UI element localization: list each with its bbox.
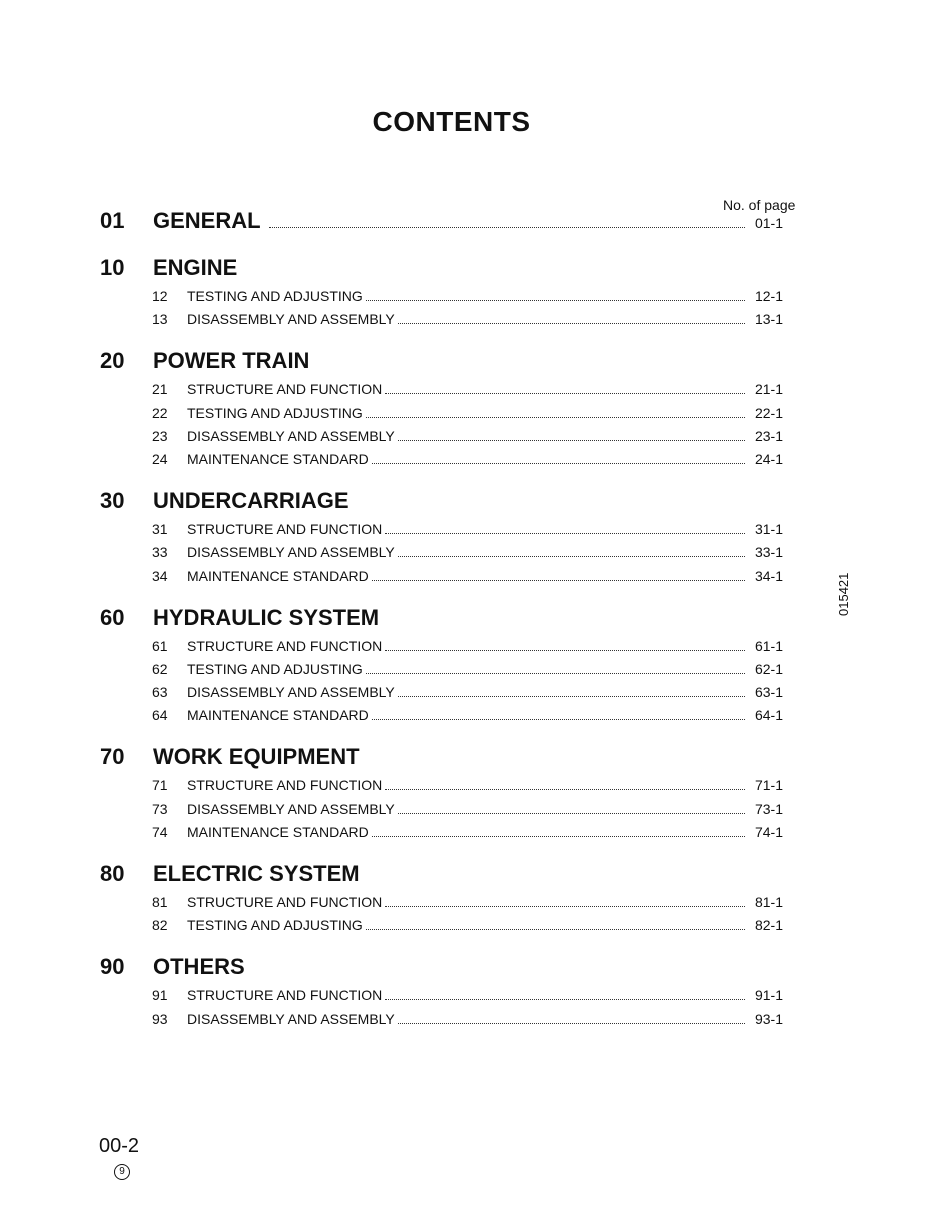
toc-entry[interactable] [100, 638, 783, 661]
toc-entry[interactable] [100, 777, 783, 800]
page-ref: 01-1 [754, 215, 783, 231]
entry-title: STRUCTURE AND FUNCTION [187, 894, 383, 910]
entry-title: MAINTENANCE STANDARD [187, 450, 369, 467]
entry-title: TESTING AND ADJUSTING [187, 660, 363, 677]
entry-title: STRUCTURE AND FUNCTION [187, 637, 383, 654]
entry-number: 82 [152, 917, 168, 934]
toc-entry[interactable] [100, 568, 783, 591]
page-ref: 13-1 [754, 311, 783, 328]
section-heading[interactable] [100, 744, 783, 777]
dot-leader [398, 802, 745, 814]
entry-number: 73 [152, 800, 168, 817]
toc-entry[interactable] [100, 801, 783, 824]
entry-number: 33 [152, 544, 168, 561]
revision-mark: 9 [114, 1164, 130, 1180]
dot-leader [366, 289, 745, 301]
entry-title: DISASSEMBLY AND ASSEMBLY [187, 311, 395, 328]
entry-title: MAINTENANCE STANDARD [187, 567, 369, 584]
dot-leader [372, 452, 745, 464]
entry-number: 81 [152, 894, 168, 910]
page-ref: 63-1 [754, 684, 783, 701]
dot-leader [385, 522, 745, 534]
page-number: 00-2 [99, 1135, 140, 1157]
entry-title: STRUCTURE AND FUNCTION [187, 987, 383, 1004]
page-ref: 33-1 [754, 544, 783, 561]
section-heading[interactable] [100, 255, 783, 288]
entry-title: STRUCTURE AND FUNCTION [187, 777, 383, 794]
entry-title: TESTING AND ADJUSTING [187, 288, 363, 304]
entry-number: 71 [152, 777, 168, 794]
dot-leader [385, 639, 745, 651]
section-number: 60 [100, 604, 125, 630]
section-title: OTHERS [153, 954, 245, 980]
entry-number: 24 [152, 450, 168, 467]
dot-leader [385, 895, 745, 907]
section-title: UNDERCARRIAGE [153, 488, 349, 514]
dot-leader [385, 778, 745, 790]
section-heading[interactable] [100, 861, 783, 894]
entry-title: DISASSEMBLY AND ASSEMBLY [187, 427, 395, 444]
toc-entry[interactable] [100, 917, 783, 940]
section-01 [100, 208, 783, 241]
toc-entry[interactable] [100, 894, 783, 917]
section-number: 30 [100, 488, 125, 514]
entry-number: 31 [152, 521, 168, 538]
section-heading[interactable] [100, 605, 783, 638]
dot-leader [398, 429, 745, 441]
page-ref: 91-1 [754, 987, 783, 1004]
section-10 [100, 255, 783, 334]
section-number: 80 [100, 861, 125, 886]
entry-title: MAINTENANCE STANDARD [187, 707, 369, 724]
page-ref: 23-1 [754, 427, 783, 444]
entry-title: TESTING AND ADJUSTING [187, 404, 363, 421]
toc-entry[interactable] [100, 661, 783, 684]
toc-entry[interactable] [100, 311, 783, 334]
section-number: 01 [100, 208, 125, 233]
section-60 [100, 605, 783, 731]
entry-number: 21 [152, 381, 168, 398]
page-ref: 31-1 [754, 521, 783, 538]
dot-leader [398, 1012, 745, 1024]
toc-entry[interactable] [100, 824, 783, 847]
entry-title: DISASSEMBLY AND ASSEMBLY [187, 800, 395, 817]
entry-title: DISASSEMBLY AND ASSEMBLY [187, 1010, 395, 1027]
page-ref: 74-1 [754, 823, 783, 840]
toc-entry[interactable] [100, 684, 783, 707]
entry-title: STRUCTURE AND FUNCTION [187, 521, 383, 538]
dot-leader [372, 708, 745, 720]
dot-leader [398, 545, 745, 557]
entry-number: 34 [152, 567, 168, 584]
entry-number: 62 [152, 660, 168, 677]
page-ref: 22-1 [754, 404, 783, 421]
toc-entry[interactable] [100, 288, 783, 311]
toc-entry[interactable] [100, 451, 783, 474]
dot-leader [366, 662, 745, 674]
entry-number: 22 [152, 404, 168, 421]
section-title: WORK EQUIPMENT [153, 744, 360, 770]
page-ref: 61-1 [754, 637, 783, 654]
dot-leader [398, 312, 745, 324]
entry-number: 91 [152, 987, 168, 1004]
entry-title: STRUCTURE AND FUNCTION [187, 381, 383, 398]
section-number: 90 [100, 954, 125, 980]
dot-leader [366, 918, 745, 930]
section-title: GENERAL [153, 208, 261, 233]
document-code: 015421 [836, 572, 851, 616]
section-number: 20 [100, 348, 125, 374]
section-title: POWER TRAIN [153, 348, 310, 374]
section-title: ELECTRIC SYSTEM [153, 861, 360, 886]
page-ref: 21-1 [754, 381, 783, 398]
toc-entry[interactable] [100, 428, 783, 451]
page-ref: 73-1 [754, 800, 783, 817]
dot-leader [372, 825, 745, 837]
page-ref: 62-1 [754, 660, 783, 677]
toc-entry[interactable] [100, 521, 783, 544]
dot-leader [366, 406, 745, 418]
toc-entry[interactable] [100, 987, 783, 1010]
entry-number: 13 [152, 311, 168, 328]
entry-number: 61 [152, 637, 168, 654]
dot-leader [385, 988, 745, 1000]
dot-leader [372, 569, 745, 581]
entry-number: 63 [152, 684, 168, 701]
page-ref: 93-1 [754, 1010, 783, 1027]
section-number: 70 [100, 744, 125, 770]
section-30 [100, 488, 783, 591]
section-20 [100, 348, 783, 474]
toc-entry[interactable] [100, 405, 783, 428]
section-heading[interactable] [100, 954, 783, 987]
dot-leader [398, 685, 745, 697]
entry-number: 93 [152, 1010, 168, 1027]
page-ref: 34-1 [754, 567, 783, 584]
section-title: ENGINE [153, 255, 238, 280]
entry-title: TESTING AND ADJUSTING [187, 917, 363, 934]
entry-number: 74 [152, 823, 168, 840]
section-70 [100, 744, 783, 847]
toc-entry[interactable] [100, 381, 783, 404]
section-heading[interactable] [100, 488, 783, 521]
page-ref: 81-1 [754, 894, 783, 910]
dot-leader [385, 382, 745, 394]
entry-number: 23 [152, 427, 168, 444]
page-ref: 82-1 [754, 917, 783, 934]
page-ref: 64-1 [754, 707, 783, 724]
page-ref: 71-1 [754, 777, 783, 794]
entry-title: MAINTENANCE STANDARD [187, 823, 369, 840]
section-80 [100, 861, 783, 940]
contents-list [100, 208, 783, 1048]
entry-title: DISASSEMBLY AND ASSEMBLY [187, 684, 395, 701]
section-heading[interactable] [100, 208, 783, 241]
toc-entry[interactable] [100, 1011, 783, 1034]
entry-title: DISASSEMBLY AND ASSEMBLY [187, 544, 395, 561]
page-title: CONTENTS [372, 106, 531, 137]
section-90 [100, 954, 783, 1033]
dot-leader [269, 213, 745, 228]
page-ref: 12-1 [754, 288, 783, 304]
section-number: 10 [100, 255, 125, 280]
page-column-label: No. of page [723, 197, 796, 213]
page-ref: 24-1 [754, 450, 783, 467]
toc-entry[interactable] [100, 707, 783, 730]
entry-number: 12 [152, 288, 168, 304]
section-heading[interactable] [100, 348, 783, 381]
toc-entry[interactable] [100, 544, 783, 567]
entry-number: 64 [152, 707, 168, 724]
section-title: HYDRAULIC SYSTEM [153, 604, 380, 630]
